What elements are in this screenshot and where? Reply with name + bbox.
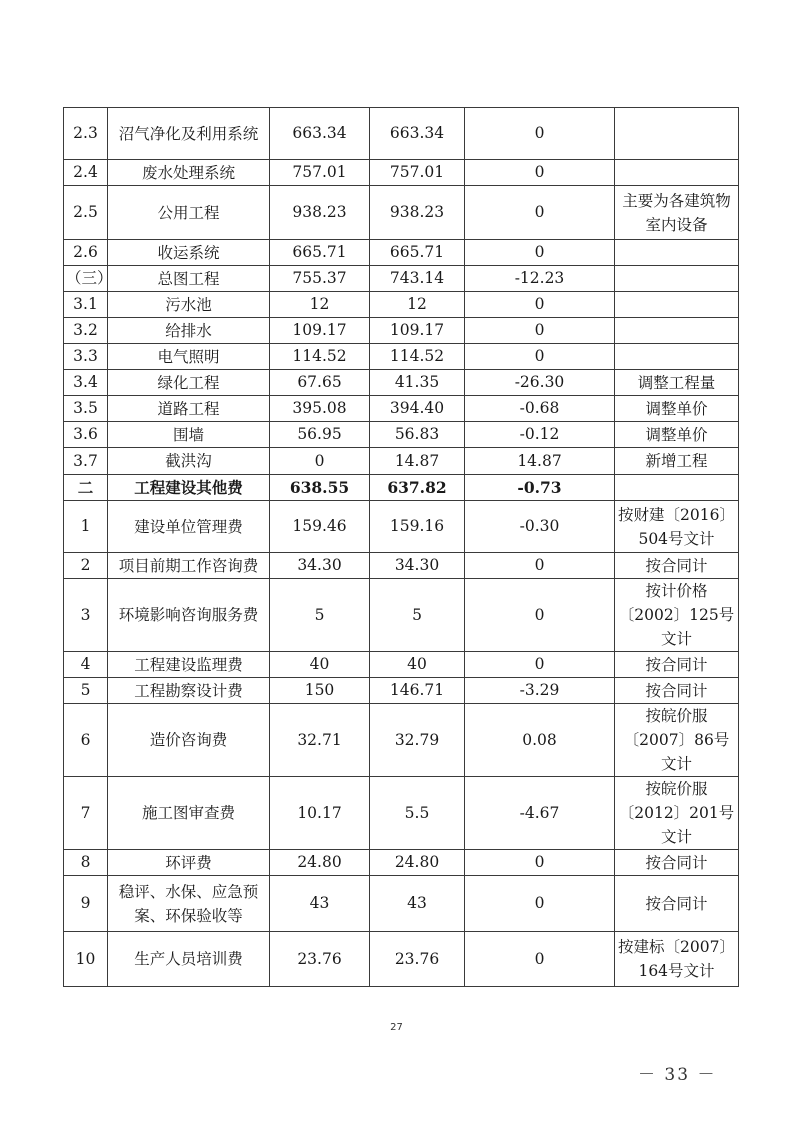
- item-name-cell: 总图工程: [108, 266, 270, 292]
- original-amount-cell: 0: [270, 448, 370, 475]
- remark-cell: [615, 108, 739, 160]
- original-amount-cell: 159.46: [270, 501, 370, 553]
- difference-cell: -0.12: [465, 422, 615, 448]
- table-row: [64, 186, 739, 240]
- difference-cell: -0.73: [465, 475, 615, 501]
- original-amount-cell: 938.23: [270, 186, 370, 240]
- remark-cell: 按合同计: [615, 850, 739, 876]
- approved-amount-cell: 159.16: [370, 501, 465, 553]
- approved-amount-cell: 23.76: [370, 932, 465, 987]
- difference-cell: 0: [465, 876, 615, 932]
- table-row: [64, 501, 739, 553]
- original-amount-cell: 5: [270, 579, 370, 652]
- table-row: [64, 777, 739, 850]
- item-name-cell: 造价咨询费: [108, 704, 270, 777]
- approved-amount-cell: 5.5: [370, 777, 465, 850]
- remark-cell: 按合同计: [615, 553, 739, 579]
- original-amount-cell: 43: [270, 876, 370, 932]
- table-body: [64, 108, 739, 987]
- approved-amount-cell: 146.71: [370, 678, 465, 704]
- difference-cell: 0: [465, 652, 615, 678]
- approved-amount-cell: 757.01: [370, 160, 465, 186]
- difference-cell: 0: [465, 553, 615, 579]
- table-row: [64, 652, 739, 678]
- approved-amount-cell: 34.30: [370, 553, 465, 579]
- difference-cell: 0: [465, 932, 615, 987]
- page-number: － 33 －: [638, 1065, 717, 1085]
- row-number-cell: （三）: [64, 266, 108, 292]
- difference-cell: 0: [465, 579, 615, 652]
- approved-amount-cell: 43: [370, 876, 465, 932]
- approved-amount-cell: 109.17: [370, 318, 465, 344]
- original-amount-cell: 32.71: [270, 704, 370, 777]
- item-name-cell: 道路工程: [108, 396, 270, 422]
- remark-cell: 按计价格〔2002〕125号文计: [615, 579, 739, 652]
- difference-cell: 0: [465, 292, 615, 318]
- row-number-cell: 6: [64, 704, 108, 777]
- remark-cell: 按合同计: [615, 652, 739, 678]
- row-number-cell: 2: [64, 553, 108, 579]
- row-number-cell: 3.2: [64, 318, 108, 344]
- approved-amount-cell: 56.83: [370, 422, 465, 448]
- original-amount-cell: 67.65: [270, 370, 370, 396]
- approved-amount-cell: 40: [370, 652, 465, 678]
- table-row: [64, 292, 739, 318]
- difference-cell: -3.29: [465, 678, 615, 704]
- item-name-cell: 电气照明: [108, 344, 270, 370]
- table-row: [64, 579, 739, 652]
- table-row: [64, 160, 739, 186]
- table-row: [64, 678, 739, 704]
- item-name-cell: 废水处理系统: [108, 160, 270, 186]
- difference-cell: 0: [465, 160, 615, 186]
- row-number-cell: 8: [64, 850, 108, 876]
- row-number-cell: 3.3: [64, 344, 108, 370]
- item-name-cell: 工程建设其他费: [108, 475, 270, 501]
- table-row: [64, 240, 739, 266]
- original-amount-cell: 23.76: [270, 932, 370, 987]
- original-amount-cell: 24.80: [270, 850, 370, 876]
- original-amount-cell: 40: [270, 652, 370, 678]
- approved-amount-cell: 394.40: [370, 396, 465, 422]
- original-amount-cell: 10.17: [270, 777, 370, 850]
- row-number-cell: 2.3: [64, 108, 108, 160]
- row-number-cell: 3.6: [64, 422, 108, 448]
- row-number-cell: 9: [64, 876, 108, 932]
- item-name-cell: 工程建设监理费: [108, 652, 270, 678]
- table-row: [64, 475, 739, 501]
- row-number-cell: 2.5: [64, 186, 108, 240]
- item-name-cell: 公用工程: [108, 186, 270, 240]
- table-row: [64, 876, 739, 932]
- remark-cell: [615, 318, 739, 344]
- item-name-cell: 环境影响咨询服务费: [108, 579, 270, 652]
- approved-amount-cell: 743.14: [370, 266, 465, 292]
- original-amount-cell: 12: [270, 292, 370, 318]
- remark-cell: 调整单价: [615, 422, 739, 448]
- original-amount-cell: 755.37: [270, 266, 370, 292]
- table-row: [64, 932, 739, 987]
- remark-cell: [615, 266, 739, 292]
- row-number-cell: 二: [64, 475, 108, 501]
- item-name-cell: 绿化工程: [108, 370, 270, 396]
- table-row: [64, 344, 739, 370]
- item-name-cell: 施工图审查费: [108, 777, 270, 850]
- approved-amount-cell: 637.82: [370, 475, 465, 501]
- item-name-cell: 污水池: [108, 292, 270, 318]
- row-number-cell: 2.4: [64, 160, 108, 186]
- row-number-cell: 3: [64, 579, 108, 652]
- difference-cell: -12.23: [465, 266, 615, 292]
- remark-cell: 按财建〔2016〕504号文计: [615, 501, 739, 553]
- approved-amount-cell: 938.23: [370, 186, 465, 240]
- row-number-cell: 3.1: [64, 292, 108, 318]
- remark-cell: 按皖价服〔2012〕201号文计: [615, 777, 739, 850]
- row-number-cell: 7: [64, 777, 108, 850]
- difference-cell: 0: [465, 108, 615, 160]
- difference-cell: -26.30: [465, 370, 615, 396]
- original-amount-cell: 395.08: [270, 396, 370, 422]
- remark-cell: [615, 160, 739, 186]
- item-name-cell: 沼气净化及利用系统: [108, 108, 270, 160]
- item-name-cell: 给排水: [108, 318, 270, 344]
- remark-cell: 调整工程量: [615, 370, 739, 396]
- row-number-cell: 5: [64, 678, 108, 704]
- difference-cell: 0: [465, 344, 615, 370]
- item-name-cell: 项目前期工作咨询费: [108, 553, 270, 579]
- item-name-cell: 建设单位管理费: [108, 501, 270, 553]
- item-name-cell: 生产人员培训费: [108, 932, 270, 987]
- table-row: [64, 704, 739, 777]
- row-number-cell: 1: [64, 501, 108, 553]
- row-number-cell: 2.6: [64, 240, 108, 266]
- row-number-cell: 4: [64, 652, 108, 678]
- item-name-cell: 围墙: [108, 422, 270, 448]
- approved-amount-cell: 5: [370, 579, 465, 652]
- original-amount-cell: 34.30: [270, 553, 370, 579]
- approved-amount-cell: 14.87: [370, 448, 465, 475]
- approved-amount-cell: 32.79: [370, 704, 465, 777]
- difference-cell: 0: [465, 186, 615, 240]
- original-amount-cell: 56.95: [270, 422, 370, 448]
- table-row: [64, 422, 739, 448]
- approved-amount-cell: 12: [370, 292, 465, 318]
- difference-cell: -4.67: [465, 777, 615, 850]
- page-number-small: 27: [390, 1022, 403, 1033]
- remark-cell: 按建标〔2007〕164号文计: [615, 932, 739, 987]
- table-row: [64, 318, 739, 344]
- row-number-cell: 3.7: [64, 448, 108, 475]
- difference-cell: 0.08: [465, 704, 615, 777]
- row-number-cell: 3.5: [64, 396, 108, 422]
- difference-cell: 14.87: [465, 448, 615, 475]
- original-amount-cell: 114.52: [270, 344, 370, 370]
- difference-cell: -0.68: [465, 396, 615, 422]
- remark-cell: 调整单价: [615, 396, 739, 422]
- approved-amount-cell: 665.71: [370, 240, 465, 266]
- original-amount-cell: 638.55: [270, 475, 370, 501]
- original-amount-cell: 665.71: [270, 240, 370, 266]
- item-name-cell: 稳评、水保、应急预案、环保验收等: [108, 876, 270, 932]
- item-name-cell: 环评费: [108, 850, 270, 876]
- approved-amount-cell: 114.52: [370, 344, 465, 370]
- original-amount-cell: 150: [270, 678, 370, 704]
- difference-cell: -0.30: [465, 501, 615, 553]
- item-name-cell: 收运系统: [108, 240, 270, 266]
- table-row: [64, 553, 739, 579]
- item-name-cell: 截洪沟: [108, 448, 270, 475]
- remark-cell: 新增工程: [615, 448, 739, 475]
- remark-cell: 主要为各建筑物室内设备: [615, 186, 739, 240]
- table-row: [64, 850, 739, 876]
- table-row: [64, 396, 739, 422]
- remark-cell: [615, 240, 739, 266]
- table-row: [64, 370, 739, 396]
- approved-amount-cell: 24.80: [370, 850, 465, 876]
- table-row: [64, 108, 739, 160]
- difference-cell: 0: [465, 240, 615, 266]
- row-number-cell: 3.4: [64, 370, 108, 396]
- remark-cell: 按皖价服〔2007〕86号文计: [615, 704, 739, 777]
- remark-cell: [615, 292, 739, 318]
- difference-cell: 0: [465, 318, 615, 344]
- remark-cell: 按合同计: [615, 678, 739, 704]
- remark-cell: [615, 475, 739, 501]
- original-amount-cell: 757.01: [270, 160, 370, 186]
- item-name-cell: 工程勘察设计费: [108, 678, 270, 704]
- cost-adjustment-table: [63, 107, 739, 987]
- approved-amount-cell: 41.35: [370, 370, 465, 396]
- original-amount-cell: 663.34: [270, 108, 370, 160]
- remark-cell: [615, 344, 739, 370]
- difference-cell: 0: [465, 850, 615, 876]
- remark-cell: 按合同计: [615, 876, 739, 932]
- row-number-cell: 10: [64, 932, 108, 987]
- table-row: [64, 266, 739, 292]
- approved-amount-cell: 663.34: [370, 108, 465, 160]
- original-amount-cell: 109.17: [270, 318, 370, 344]
- table-row: [64, 448, 739, 475]
